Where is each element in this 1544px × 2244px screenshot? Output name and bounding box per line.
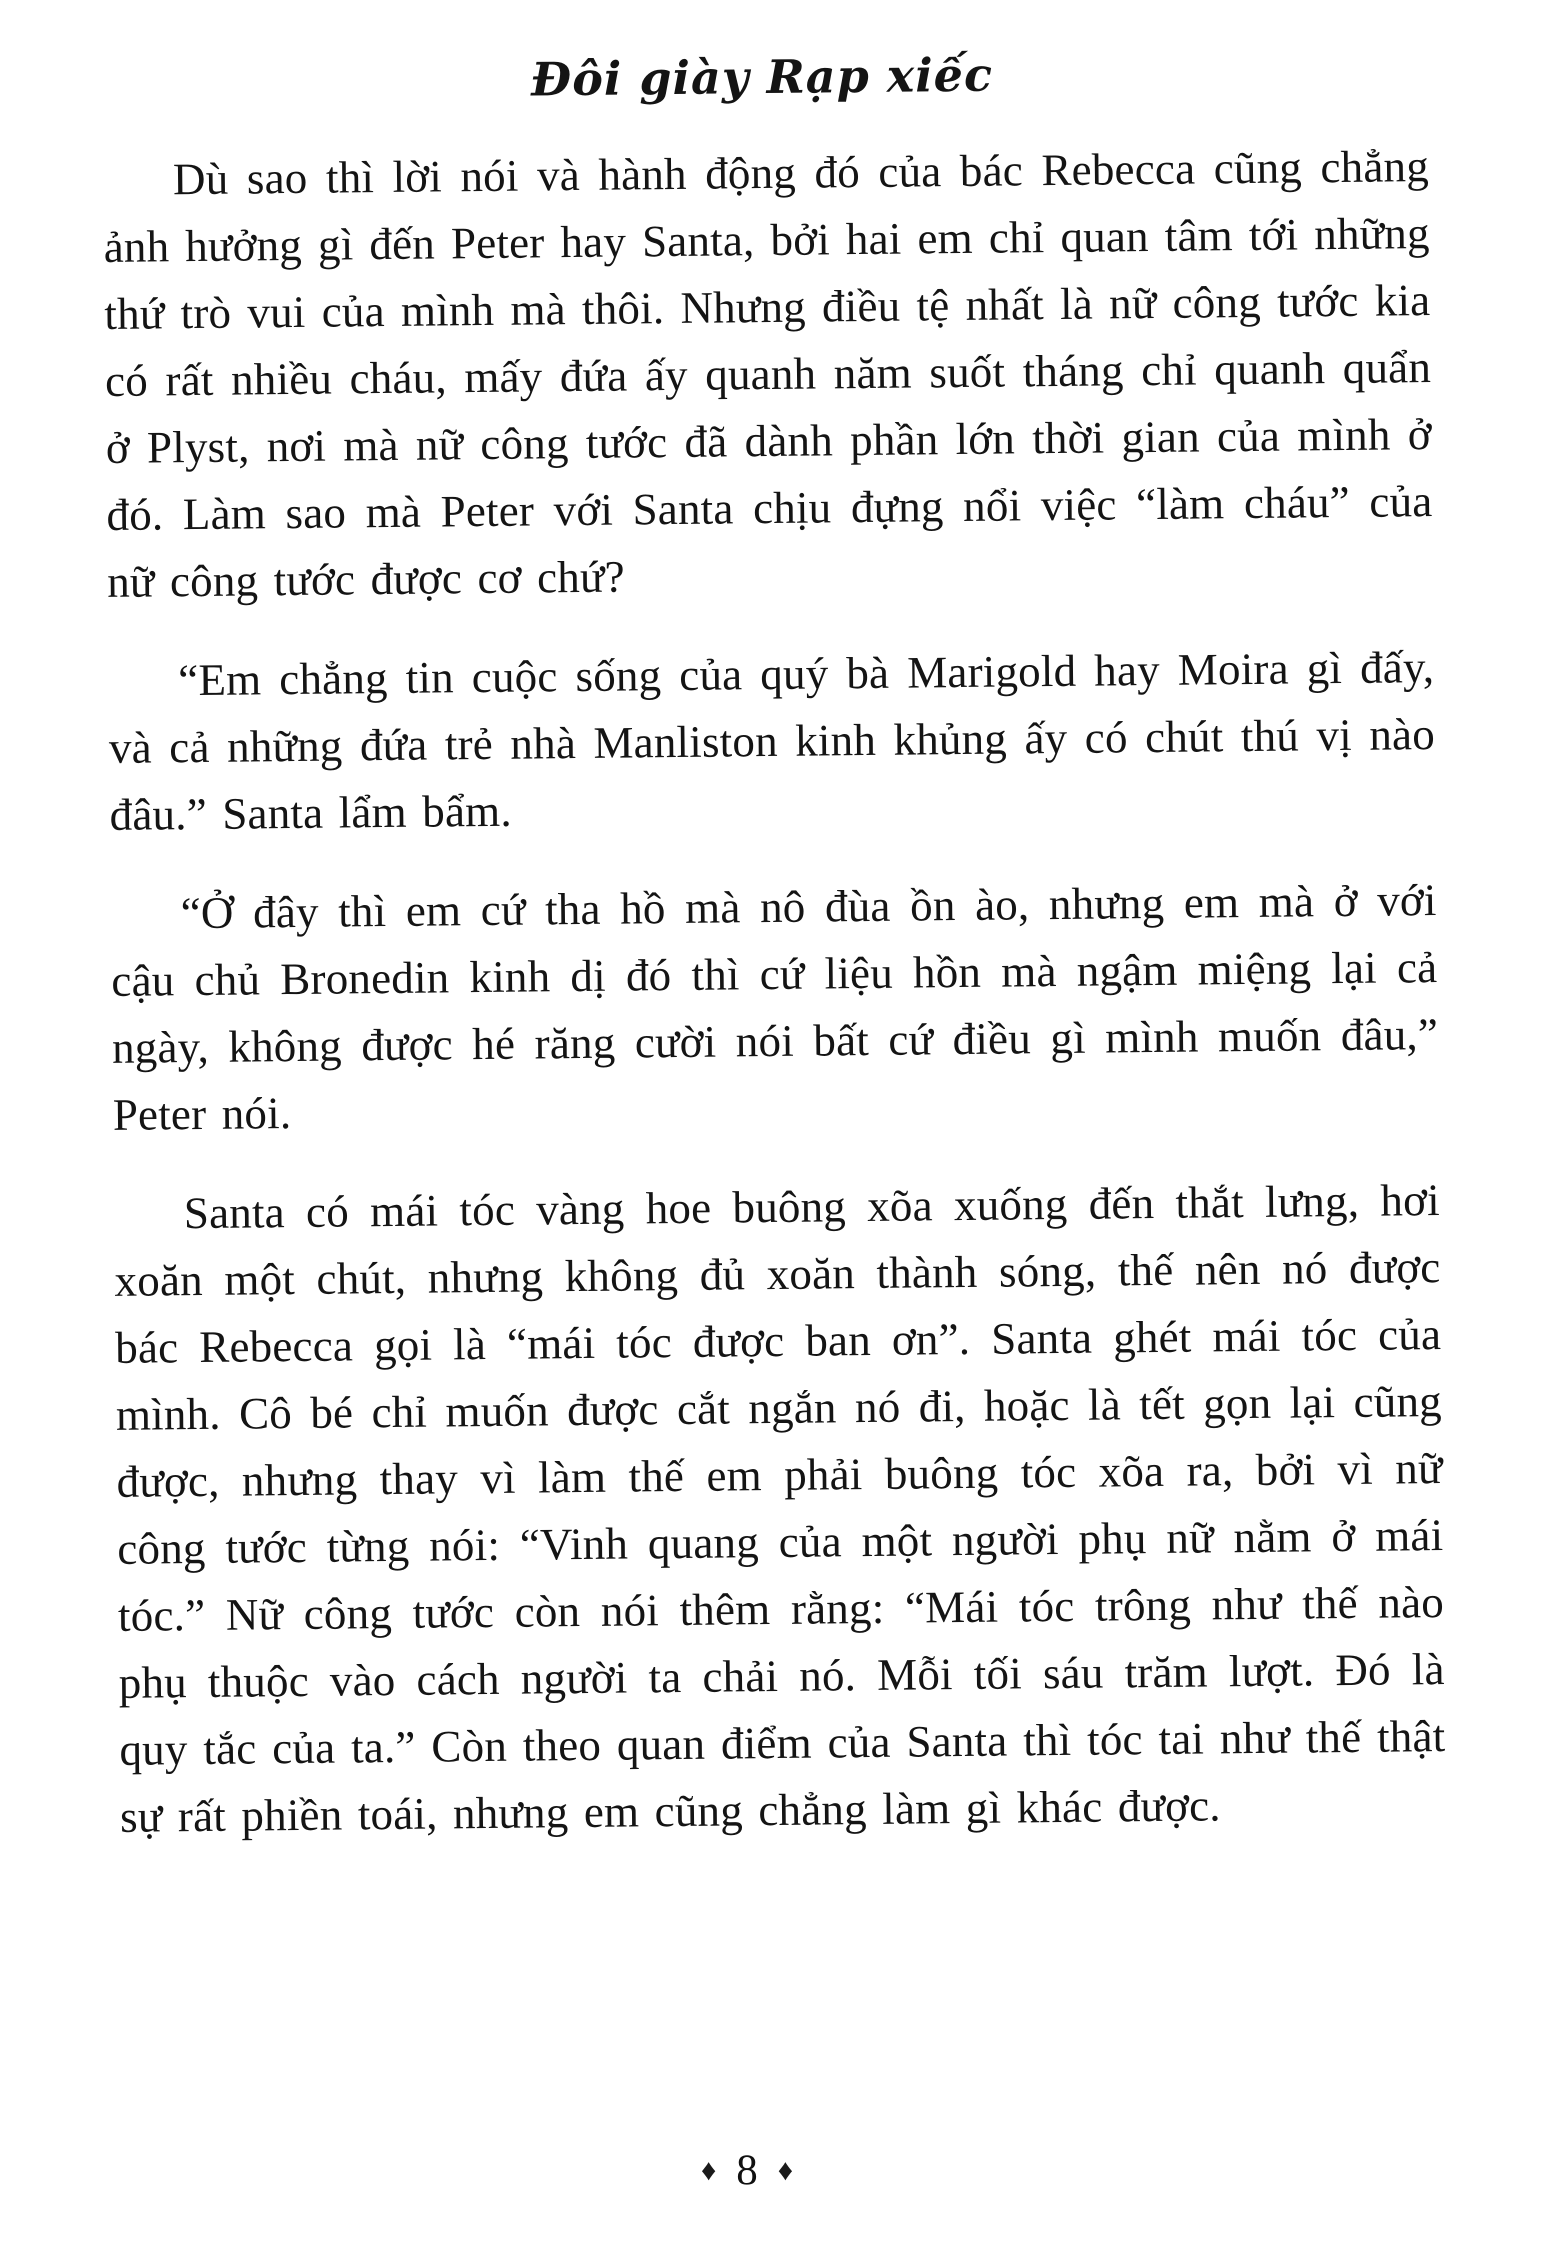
- page-content: [0, 42, 1544, 1852]
- paragraph: “Ở đây thì em cứ tha hồ mà nô đùa ồn ào, nhưng em mà ở với cậu chủ Bronedin kinh dị đó thì cứ liệu hồn mà ngậm miệng lại cả ngày, không được hé răng cười nói bất cứ điều gì mình muốn đâu,” Peter nói.: [111, 875, 1439, 1140]
- diamond-icon: ♦: [777, 2153, 794, 2187]
- paragraph: Dù sao thì lời nói và hành động đó của bác Rebecca cũng chẳng ảnh hưởng gì đến Peter hay Santa, bởi hai em chỉ quan tâm tới những thứ trò vui của mình mà thôi. Nhưng điều tệ nhất là nữ công tước kia có rất nhiều cháu, mấy đứa ấy quanh năm suốt tháng chỉ quanh quẩn ở Plyst, nơi mà nữ công tước đã dành phần lớn thời gian của mình ở đó. Làm sao mà Peter với Santa chịu đựng nổi việc “làm cháu” của nữ công tước được cơ chứ?: [103, 141, 1433, 607]
- paragraph: “Em chẳng tin cuộc sống của quý bà Marigold hay Moira gì đấy, và cả những đứa trẻ nhà Manliston kinh khủng ấy có chút thú vị nào đâu.” Santa lẩm bẩm.: [108, 642, 1436, 840]
- page-footer: [0, 2149, 1494, 2192]
- body-text: [103, 133, 1447, 1851]
- page-number: 8: [736, 2147, 758, 2194]
- running-head-title: Đôi giày Rạp xiếc: [530, 47, 994, 107]
- paragraph: Santa có mái tóc vàng hoe buông xõa xuống đến thắt lưng, hơi xoăn một chút, nhưng không đủ xoăn thành sóng, thế nên nó được bác Rebecca gọi là “mái tóc được ban ơn”. Santa ghét mái tóc của mình. Cô bé chỉ muốn được cắt ngắn nó đi, hoặc là tết gọn lại cũng được, nhưng thay vì làm thế em phải buông tóc xõa ra, bởi vì nữ công tước từng nói: “Vinh quang của một người phụ nữ nằm ở mái tóc.” Nữ công tước còn nói thêm rằng: “Mái tóc trông như thế nào phụ thuộc vào cách người ta chải nó. Mỗi tối sáu trăm lượt. Đó là quy tắc của ta.” Còn theo quan điểm của Santa thì tóc tai như thế thật sự rất phiền toái, nhưng em cũng chẳng làm gì khác được.: [114, 1175, 1446, 1842]
- diamond-icon: ♦: [700, 2153, 717, 2187]
